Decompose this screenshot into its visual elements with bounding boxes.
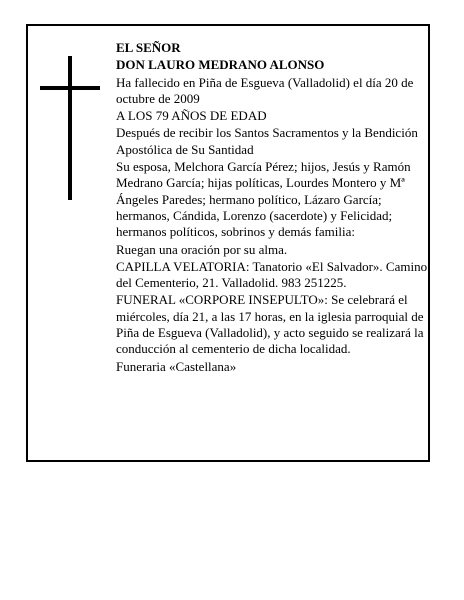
obituary-notice	[26, 24, 430, 462]
family-members: Su esposa, Melchora García Pérez; hijos, Jesús y Ramón Medrano García; hijas políticas, Lourdes Montero y Mª Ángeles Paredes; hermano político, Lázaro García; hermanos, Cándida, Lorenzo (sacerdote) y Felicidad; hermanos políticos, sobrinos y demás familia:	[116, 159, 411, 240]
death-place-date: Ha fallecido en Piña de Esgueva (Valladolid) el día 20 de octubre de 2009	[116, 74, 414, 106]
funeral-home: Funeraria «Castellana»	[116, 358, 237, 374]
age-at-death: A LOS 79 AÑOS DE EDAD	[116, 108, 267, 124]
funeral-details: FUNERAL «CORPORE INSEPULTO»: Se celebrará el miércoles, día 21, a las 17 horas, en la iglesia parroquial de Piña de Esgueva (Valladolid), y acto seguido se realizará la conducción al cementerio de dicha localidad.	[116, 292, 424, 357]
cross-horizontal-bar	[40, 86, 100, 90]
latin-cross-icon	[40, 56, 100, 200]
wake-chapel-details: CAPILLA VELATORIA: Tanatorio «El Salvador». Camino del Cementerio, 21. Valladolid. 983 251225.	[116, 258, 428, 291]
deceased-name: DON LAURO MEDRANO ALONSO	[116, 57, 325, 73]
notice-text	[116, 40, 428, 376]
cross-vertical-bar	[68, 56, 72, 200]
prayer-request: Ruegan una oración por su alma.	[116, 241, 288, 257]
sacraments-statement: Después de recibir los Santos Sacramentos y la Bendición Apostólica de Su Santidad	[116, 125, 418, 157]
deceased-title: EL SEÑOR	[116, 40, 181, 55]
